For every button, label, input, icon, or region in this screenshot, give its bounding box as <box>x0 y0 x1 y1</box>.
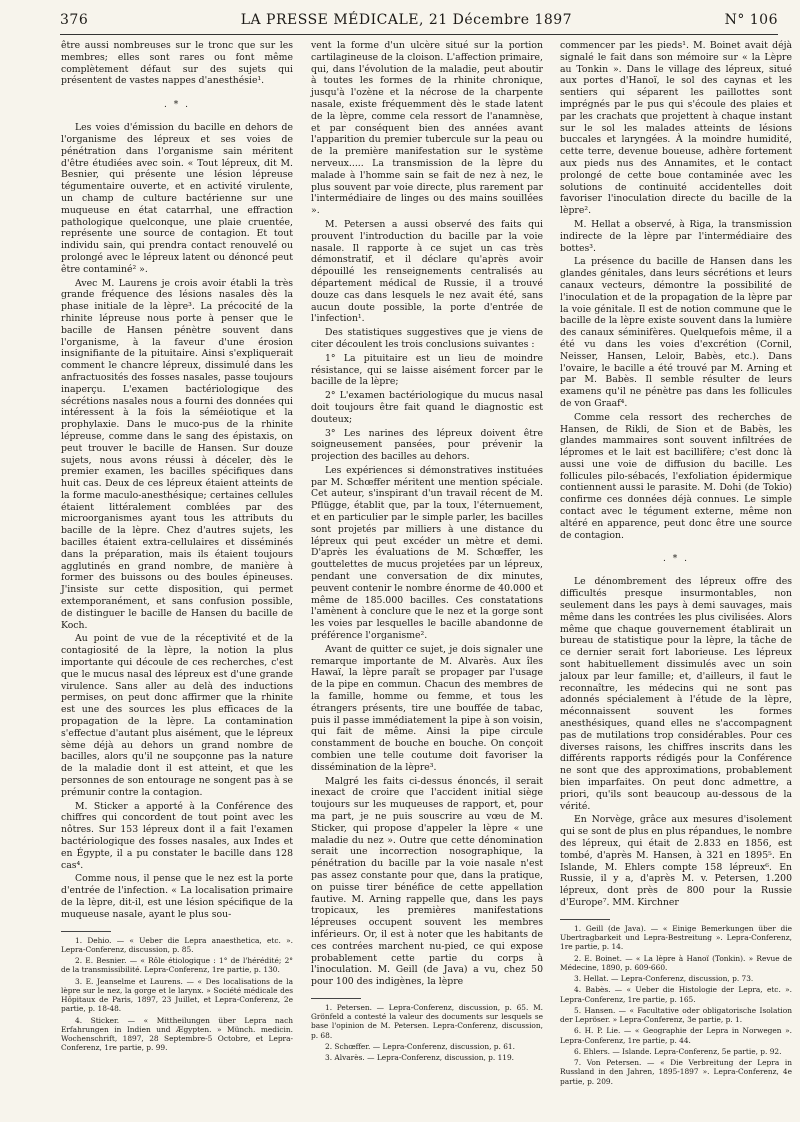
column-2 <box>311 40 543 1064</box>
list-item: 3° Les narines des lépreux doivent être soigneusement pansées, pour prévenir la projection des bacilles au dehors. <box>311 427 543 463</box>
footnote: 6. H. P. Lie. — « Geographie der Lepra in Norwegen ». Lepra-Conferenz, 1re partie, p. 44. <box>560 1026 792 1045</box>
paragraph: Les expériences si démonstratives instituées par M. Schœffer méritent une mention spéciale. Cet auteur, s'inspirant d'un travail récent de M. Pflügge, établit que, par la toux, l'éternuement, et en particulier par le simple parler, les bacilles sont projetés par milliers à une distance du lépreux qui peut excéder un mètre et demi. D'après les évaluations de M. Schœffer, les gouttelettes de mucus projetées par un lépreux, pendant une conversation de dix minutes, peuvent contenir le nombre énorme de 40.000 et même de 185.000 bacilles. Ces constatations l'amènent à conclure que le nez et la gorge sont les voies par lesquelles le bacille abandonne de préférence l'organisme². <box>311 464 543 642</box>
paragraph: vent la forme d'un ulcère situé sur la portion cartilagineuse de la cloison. L'affection primaire, qui, dans l'évolution de la maladie, peut aboutir à toutes les formes de la rhinite chronique, jusqu'à l'ozène et la nécrose de la charpente nasale, existe fréquemment dès le stade latent de la lèpre, comme cela ressort de l'anamnèse, et par conséquent bien des années avant l'apparition du premier tubercule sur la peau ou de la première manifestation sur le système nerveux..... La transmission de la lèpre du malade à l'homme sain se fait de nez à nez, le plus souvent par voie directe, plus rarement par l'intermédiaire de linges ou des mains souillées ». <box>311 40 543 217</box>
paragraph: commencer par les pieds¹. M. Boinet avait déjà signalé le fait dans son mémoire sur « la Lèpre au Tonkin ». Dans le village des lépreux, situé aux portes d'Hanoï, le sol des caynas et les sentiers qui séparent les paillottes sont imprégnés par le pus qui s'écoule des plaies et par les crachats que projettent à chaque instant sur le sol les malades atteints de lésions buccales et laryngées. À la moindre humidité, cette terre, devenue boueuse, adhère fortement aux pieds nus des Annamites, et le contact prolongé de cette boue contaminée avec les solutions de continuité accidentelles doit favoriser l'inoculation directe du bacille de la lèpre². <box>560 40 792 217</box>
header-rule <box>60 34 778 35</box>
footnote-rule <box>61 931 111 932</box>
footnote: 1. Dehio. — « Ueber die Lepra anaesthetica, etc. ». Lepra-Conferenz, discussion, p. 85. <box>61 935 293 954</box>
paragraph: être aussi nombreuses sur le tronc que sur les membres; elles sont rares ou font même complètement défaut sur des sujets qui présentent de vastes nappes d'anesthésie¹. <box>61 40 293 87</box>
column-1 <box>61 40 293 1055</box>
footnote: 3. Alvarès. — Lepra-Conferenz, discussion, p. 119. <box>325 1053 515 1063</box>
paragraph: Avant de quitter ce sujet, je dois signaler une remarque importante de M. Alvarès. Aux îles Hawaï, la lèpre paraît se propager par l'usage de la pipe en commun. Chacun des membres de la famille, homme ou femme, et tous les étrangers présents, tire une bouffée de tabac, puis il passe immédiatement la pipe à son voisin, qui fait de même. Ainsi la pipe circule constamment de bouche en bouche. On conçoit combien une telle coutume doit favoriser la dissémination de la lèpre³. <box>311 643 543 773</box>
paragraph: En Norvège, grâce aux mesures d'isolement qui se sont de plus en plus répandues, le nombre des lépreux, qui était de 2.833 en 1856, est tombé, d'après M. Hansen, à 321 en 1895⁵. En Islande, M. Ehlers compte 158 lépreux⁶. En Russie, il y a, d'après M. v. Petersen, 1.200 lépreux, dont près de 800 pour la Russie d'Europe⁷. MM. Kirchner <box>560 814 792 908</box>
footnote: 2. Schœffer. — Lepra-Conferenz, discussion, p. 61. <box>325 1041 515 1051</box>
footnote: 2. E. Boinet. — « La lèpre à Hanoï (Tonkin). » Revue de Médecine, 1890, p. 609-660. <box>560 953 792 972</box>
section-separator: . * . <box>164 100 190 111</box>
paragraph: Comme nous, il pense que le nez est la porte d'entrée de l'infection. « La localisation primaire de la lèpre, dit-il, est une lésion spécifique de la muqueuse nasale, ayant le plus sou- <box>61 873 293 920</box>
footnote: 2. E. Besnier. — « Rôle étiologique : 1° de l'hérédité; 2° de la transmissibilité. Lepra-Conferenz, 1re partie, p. 130. <box>61 956 293 975</box>
footnote: 5. Hansen. — « Facultative oder obligatorische Isolation der Lepröser. » Lepra-Conferenz, 3e partie, p. 1. <box>560 1005 792 1025</box>
paragraph: M. Petersen a aussi observé des faits qui prouvent l'introduction du bacille par la voie nasale. Il rapporte à ce sujet un cas très démonstratif, et il déclare qu'après avoir dépouillé les renseignements centralisés au département médical de Russie, il a trouvé douze cas dans lesquels le nez avait été, sans aucun doute possible, la porte d'entrée de l'infection¹. <box>311 218 543 325</box>
column-3 <box>560 40 792 1088</box>
footnote: 4. Babès. — « Ueber die Histologie der Lepra, etc. ». Lepra-Conferenz, 1re partie, p. 165. <box>560 985 792 1004</box>
journal-title: LA PRESSE MÉDICALE, 21 Décembre 1897 <box>240 12 573 28</box>
footnote-rule <box>560 919 610 920</box>
footnote: 3. E. Jeanselme et Laurens. — « Des localisations de la lèpre sur le nez, la gorge et le larynx. » Société médicale des Hôpitaux de Paris, 1897, 23 Juillet, et Lepra-Conferenz, 2e partie, p. 18-48. <box>61 976 293 1014</box>
paragraph: Avec M. Laurens je crois avoir établi la très grande fréquence des lésions nasales dès la phase initiale de la lèpre³. La précocité de la rhinite lépreuse nous porte à penser que le bacille de Hansen pénètre souvent dans l'organisme, à la faveur d'une érosion insignifiante de la pituitaire. Ainsi s'expliquerait comment le chancre lépreux, dissimulé dans les anfractuosités des fosses nasales, passe toujours inaperçu. L'examen bactériologique des sécrétions nasales nous a fourni des données qui intéressent à la fois la séméiotique et la prophylaxie. Dans le muco-pus de la rhinite lépreuse, comme dans le sang des épistaxis, on peut trouver le bacille de Hansen. Sur douze sujets, nous avons réussi à déceler, dès le premier examen, les bacilles spécifiques dans huit cas. Deux de ces lépreux étaient atteints de la forme maculo-anesthésique; certaines cellules étaient littéralement comblées par des microorganismes ayant tous les attributs du bacille de la lèpre. Chez d'autres sujets, les bacilles étaient extra-cellulaires et disséminés dans la préparation, mais ils étaient toujours agglutinés en grand nombre, de manière à former des buissons ou des boules épineuses. J'insiste sur cette disposition, qui permet extemporanément, et sans confusion possible, de distinguer le bacille de Hansen du bacille de Koch. <box>61 277 293 631</box>
paragraph: La présence du bacille de Hansen dans les glandes génitales, dans leurs sécrétions et leurs canaux vecteurs, démontre la possibilité de l'inoculation et de la propagation de la lèpre par la voie génitale. Il est de notion commune que le bacille de la lèpre existe souvent dans la lumière des canaux séminifères. Quelquefois même, il a été vu dans les voies d'excrétion (Cornil, Neisser, Hansen, Leloir, Babès, etc.). Dans l'ovaire, le bacille a été trouvé par M. Arning et par M. Babès. Il semble résulter de leurs examens qu'il ne pénètre pas dans les follicules de von Graaf⁴. <box>560 256 792 409</box>
paragraph: M. Sticker a apporté à la Conférence des chiffres qui concordent de tout point avec les nôtres. Sur 153 lépreux dont il a fait l'examen bactériologique des fosses nasales, aux Indes et en Égypte, il a pu constater le bacille dans 128 cas⁴. <box>61 800 293 871</box>
section-separator: . * . <box>663 554 689 565</box>
page-header <box>60 12 778 34</box>
issue-number: N° 106 <box>724 12 778 28</box>
footnote: 3. Hellat. — Lepra-Conferenz, discussion, p. 73. <box>574 974 754 984</box>
footnote-rule <box>311 998 361 999</box>
paragraph: Comme cela ressort des recherches de Hansen, de Rikli, de Sion et de Babès, les glandes mammaires sont souvent infiltrées de lépromes et le lait est bacillifère; c'est donc là aussi une voie de diffusion du bacille. Les follicules pilo-sébacés, l'exfoliation épidermique contiennent aussi le parasite. M. Dohi (de Tokio) confirme ces données déjà connues. Le simple contact avec le tégument externe, même non altéré en apparence, peut donc être une source de contagion. <box>560 411 792 541</box>
paragraph: Au point de vue de la réceptivité et de la contagiosité de la lèpre, la notion la plus importante qui découle de ces recherches, c'est que le mucus nasal des lépreux est d'une grande virulence. Sans aller au delà des inductions permises, on peut donc affirmer que la rhinite est une des sources les plus efficaces de la propagation de la lèpre. La contamination s'effectue d'autant plus aisément, que le lépreux sème déjà au dehors un grand nombre de bacilles, alors qu'il ne soupçonne pas la nature de la maladie dont il est atteint, et que les personnes de son entourage ne songent pas à se prémunir contre la contagion. <box>61 633 293 798</box>
footnote: 1. Geill (de Java). — « Einige Bemerkungen über die Ubertragbarkeit und Lepra-Bestreitung ». Lepra-Conferenz, 1re partie, p. 14. <box>560 923 792 952</box>
list-item: 1° La pituitaire est un lieu de moindre résistance, qui se laisse aisément forcer par le bacille de la lèpre; <box>311 352 543 388</box>
paragraph: Des statistiques suggestives que je viens de citer découlent les trois conclusions suivantes : <box>311 327 543 350</box>
footnote: 4. Sticker. — « Mittheilungen über Lepra nach Erfahrungen in Indien und Ægypten. » Münch. medicin. Wochenschrift, 1897, 28 Septembre-5 Octobre, et Lepra-Conferenz, 1re partie, p. 99. <box>61 1015 293 1053</box>
list-item: 2° L'examen bactériologique du mucus nasal doit toujours être fait quand le diagnostic est douteux; <box>311 390 543 425</box>
paragraph: Les voies d'émission du bacille en dehors de l'organisme des lépreux et ses voies de pénétration dans l'organisme sain méritent d'être étudiées avec soin. « Tout lépreux, dit M. Besnier, qui présente une lésion lépreuse tégumentaire ouverte, et en activité virulente, un champ de culture bactérienne sur une muqueuse en état catarrhal, une effraction pathologique quelconque, une plaie cruentée, représente une source de contagion. Et tout individu sain, qui prendra contact renouvelé ou prolongé avec le lépreux latent ou dénoncé peut être contaminé² ». <box>61 122 293 275</box>
page-number: 376 <box>60 12 89 28</box>
footnote: 6. Ehlers. — Islande. Lepra-Conferenz, 5e partie, p. 92. <box>574 1046 782 1056</box>
footnote: 7. Von Petersen. — « Die Verbreitung der Lepra in Russland in den Jahren, 1895-1897 ». Lepra-Conferenz, 4e partie, p. 209. <box>560 1058 792 1086</box>
paragraph: Malgré les faits ci-dessus énoncés, il serait inexact de croire que l'accident initial siège toujours sur les muqueuses de rapport, et, pour ma part, je ne puis souscrire au vœu de M. Sticker, qui propose d'appeler la lèpre « une maladie du nez ». Outre que cette dénomination serait une incorrection nosographique, la pénétration du bacille par la voie nasale n'est pas assez constante pour que, dans la pratique, on puisse tirer bénéfice de cette appellation fautive. M. Arning rappelle que, dans les pays tropicaux, les premières manifestations lépreuses occupent souvent les membres inférieurs. Or, il est à noter que les habitants de ces contrées marchent nu-pied, ce qui expose probablement cette partie du corps à l'inoculation. M. Geill (de Java) a vu, chez 50 pour 100 des indigènes, la lèpre <box>311 775 543 988</box>
paragraph: Le dénombrement des lépreux offre des difficultés presque insurmontables, non seulement dans les pays à demi sauvages, mais même dans les contrées les plus civilisées. Alors même que chaque gouvernement établirait un bureau de statistique pour la lèpre, la tâche de ce dernier serait fort laborieuse. Les lépreux sont habituellement dissimulés avec un soin jaloux par leur famille; et, d'ailleurs, il faut le reconnaître, les médecins qui ne sont pas adonnés spécialement à l'étude de la lèpre, méconnaissent souvent les formes anesthésiques, quand elles ne s'accompagnent pas de mutilations trop considérables. Pour ces diverses raisons, les chiffres inscrits dans les différents rapports rédigés pour la Conférence ne sont que des approximations, probablement bien imparfaites. On peut donc admettre, a priori, qu'ils sont beaucoup au-dessous de la vérité. <box>560 576 792 812</box>
paragraph: M. Hellat a observé, à Riga, la transmission indirecte de la lèpre par l'intermédiaire des bottes³. <box>560 218 792 254</box>
footnote: 1. Petersen. — Lepra-Conferenz, discussion, p. 65. M. Grönfeld a contesté la valeur des documents sur lesquels se base l'opinion de M. Petersen. Lepra-Conferenz, discussion, p. 68. <box>311 1002 543 1040</box>
